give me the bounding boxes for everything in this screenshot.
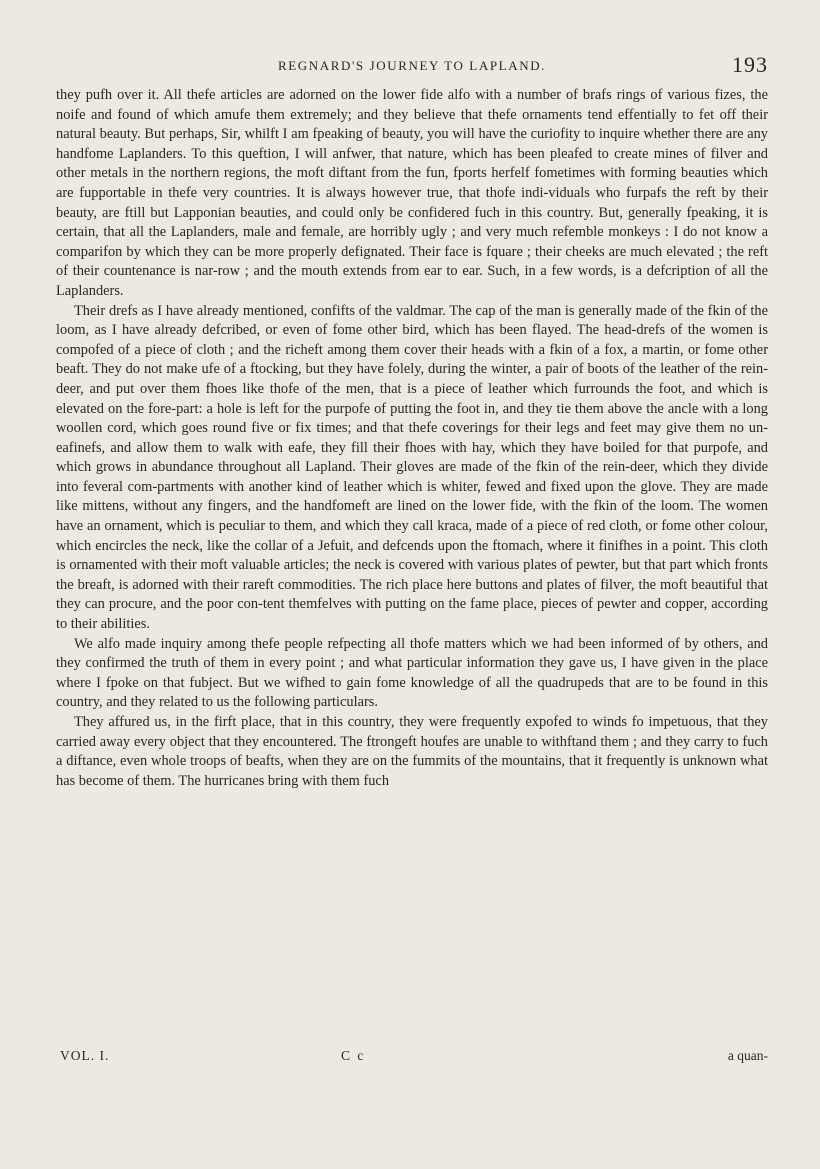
paragraph: they pufh over it. All thefe articles are adorned on the lower fide alfo with a number of brafs rings of various fizes, the noife and found of which amufe them extremely; and they believe that thefe ornaments tend effentially to fet off their natural beauty. But perhaps, Sir, whilft I am fpeaking of beauty, you will have the curiofity to inquire whether there are any handfome Laplanders. To this queftion, I will anfwer, that nature, which has been pleafed to create mines of filver and other metals in the northern regions, the moft diftant from the fun, fports herfelf fometimes with forming beauties which are fupportable in thefe very countries. It is always however true, that thofe indi-viduals who furpafs the reft by their beauty, are ftill but Lapponian beauties, and could only be confidered fuch in this country. But, generally fpeaking, it is certain, that all the Laplanders, male and female, are horribly ugly ; and very much refemble monkeys : I do not know a comparifon by which they can be more properly defignated. Their face is fquare ; their cheeks are much elevated ; the reft of their countenance is nar-row ; and the mouth extends from ear to ear. Such, in a few words, is a defcription of all the Laplanders. (56, 87, 768, 299)
body-text (56, 86, 768, 791)
paragraph: We alfo made inquiry among thefe people refpecting all thofe matters which we had been informed of by others, and they confirmed the truth of them in every point ; and what particular information they gave us, I have given in the place where I fpoke on that fubject. But we wifhed to gain fome knowledge of all the quadrupeds that are to be found in this country, and they related to us the following particulars. (56, 635, 768, 711)
page-number: 193 (732, 52, 768, 77)
catchword: a quan- (727, 1048, 768, 1063)
paragraph: They affured us, in the firft place, that in this country, they were frequently expofed to winds fo impetuous, that they carried away every object that they encountered. The ftrongeft houfes are unable to withftand them ; and they carry to fuch a diftance, even whole troops of beafts, when they are on the fummits of the mountains, that it frequently is unknown what has become of them. The hurricanes bring with them fuch (56, 714, 768, 789)
volume-label: VOL. I. (60, 1048, 110, 1063)
signature-mark: C c (341, 1048, 366, 1063)
running-head: REGNARD'S JOURNEY TO LAPLAND. (277, 58, 547, 73)
page-header (56, 52, 768, 84)
page-footer (56, 1048, 768, 1070)
paragraph: Their drefs as I have already mentioned, confifts of the valdmar. The cap of the man is generally made of the fkin of the loom, as I have already defcribed, or even of fome other bird, which has been flayed. The head-drefs of the women is compofed of a piece of cloth ; and the richeft among them cover their heads with a fkin of a fox, a martin, or fome other beaft. They do not make ufe of a ftocking, but they have folely, during the winter, a pair of boots of the leather of the rein-deer, and put over them fhoes like thofe of the men, that is a piece of leather which furrounds the foot, and which is elevated on the fore-part: a hole is left for the purpofe of putting the foot in, and they tie them above the ancle with a long woollen cord, which goes round five or fix times; and that thefe coverings for their legs and feet may give them no un-eafinefs, and allow them to walk with eafe, they fill their fhoes with hay, which they have boiled for that purpofe, and which grows in abundance throughout all Lapland. Their gloves are made of the fkin of the rein-deer, which they divide into feveral com-partments with another kind of leather which is whiter, fewed and fixed upon the glove. They are made like mittens, without any fingers, and the handfomeft are lined on the lower fide, with the fkin of the loom. The women have an ornament, which is peculiar to them, and which they call kraca, made of a piece of red cloth, or fome other colour, which encircles the neck, like the collar of a Jefuit, and defcends upon the ftomach, where it finifhes in a point. This cloth is ornamented with their moft valuable articles; the neck is covered with various plates of pewter, but that part which fronts the breaft, is adorned with their rareft commodities. The rich place here buttons and plates of filver, the moft beautiful that they can procure, and the poor con-tent themfelves with putting on the fame place, pieces of pewter and copper, according to their abilities. (56, 302, 768, 633)
